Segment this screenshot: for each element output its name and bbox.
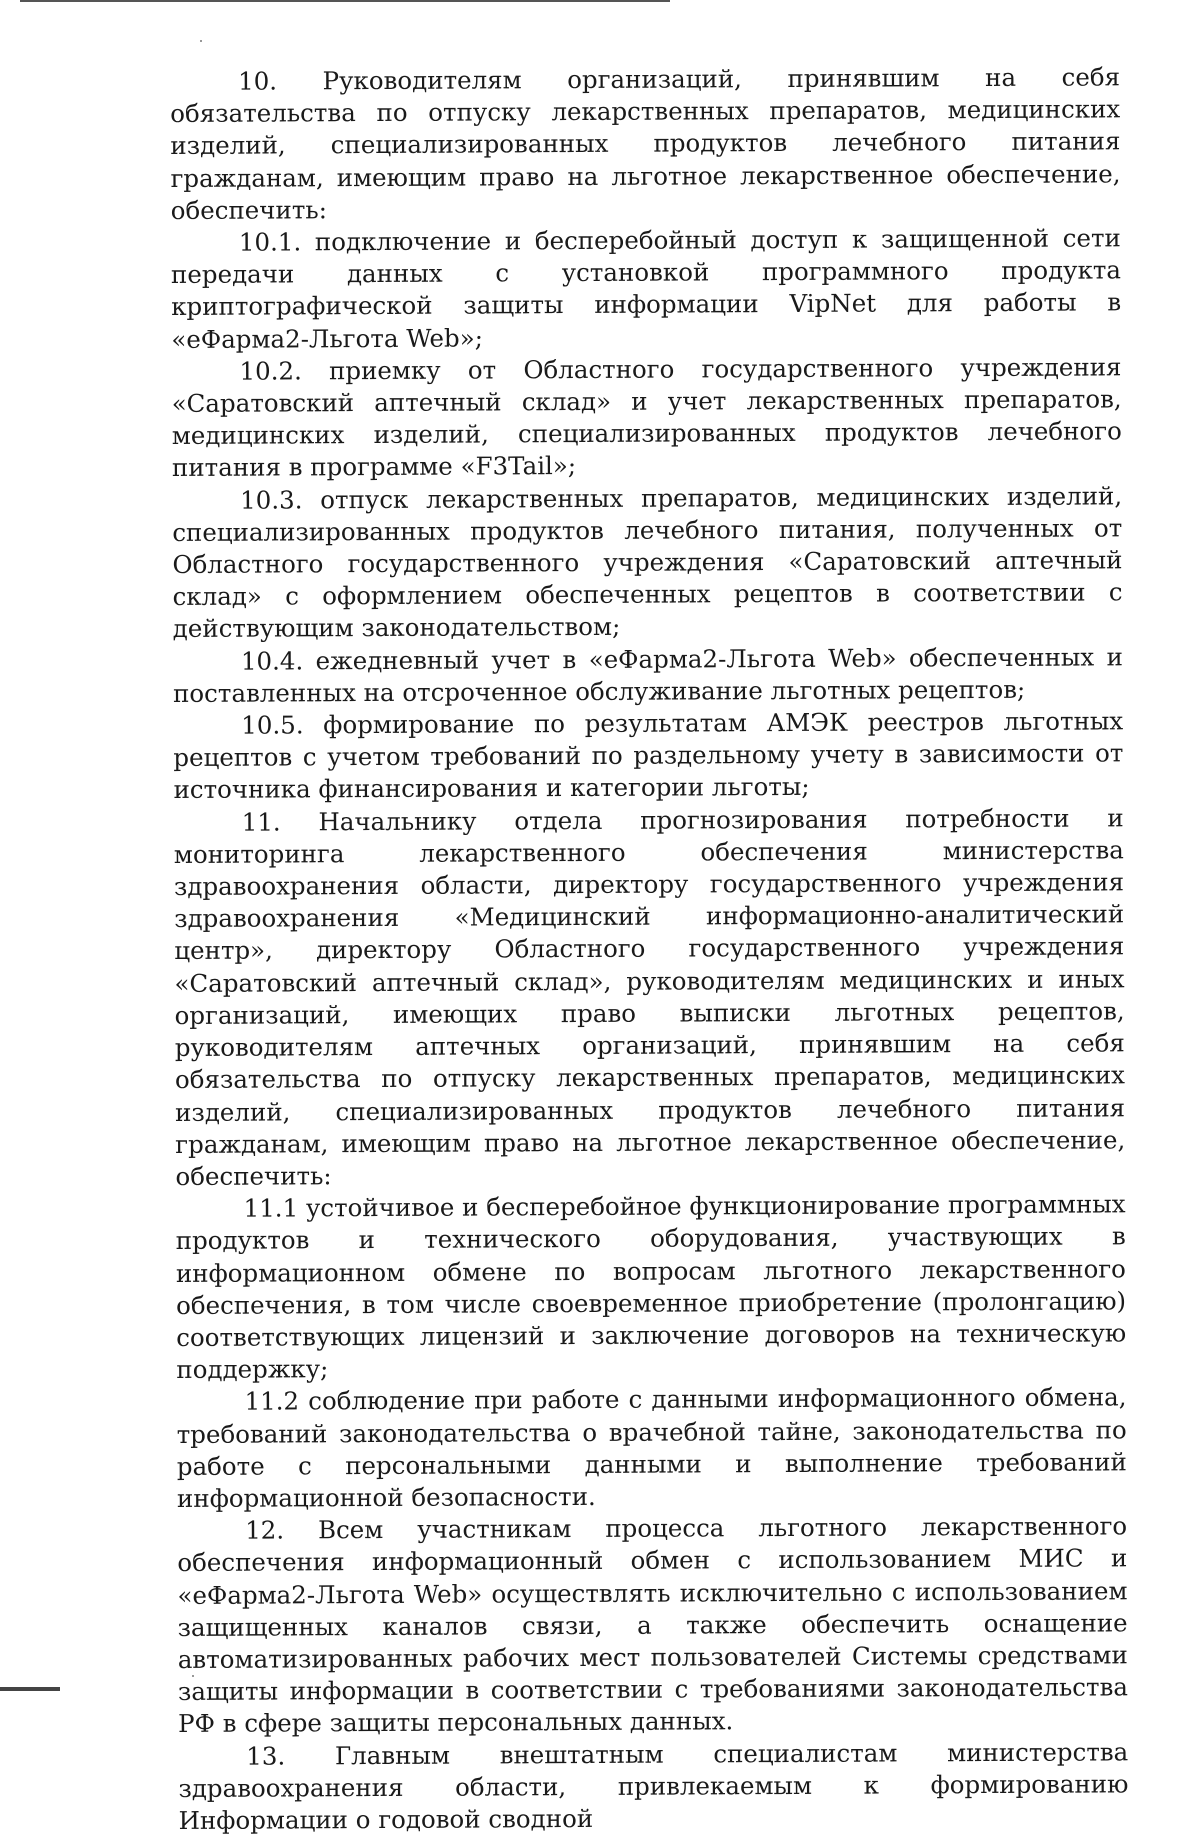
scan-speck bbox=[200, 40, 202, 42]
paragraph-10-3: 10.3. отпуск лекарственных препаратов, медицинских изделий, специализированных продуктов лечебного питания, полученных от Областного государственного учреждения «Саратовский аптечный склад» с оформлением обеспеченных рецептов в соответствии с действующим законодательством; bbox=[172, 480, 1123, 644]
scan-bottom-mark bbox=[0, 1687, 60, 1691]
paragraph-11: 11. Начальнику отдела прогнозирования потребности и мониторинга лекарственного обеспечения министерства здравоохранения области, директору государственного учреждения здравоохранения «Медицинский информационно-аналитический центр», директору Областного государственного учреждения «Саратовский аптечный склад», руководителям медицинских и иных организаций, имеющих право выписки льготных рецептов, руководителям аптечных организаций, принявшим на себя обязательства по отпуску лекарственных препаратов, медицинских изделий, специализированных продуктов лечебного питания гражданам, имеющим право на льготное лекарственное обеспечение, обеспечить: bbox=[173, 803, 1126, 1191]
paragraph-11-2: 11.2 соблюдение при работе с данными информационного обмена, требований законодательства о врачебной тайне, законодательства по работе с персональными данными и выполнение требований информационной безопасности. bbox=[176, 1382, 1127, 1513]
paragraph-12: 12. Всем участникам процесса льготного лекарственного обеспечения информационный обмен с использованием МИС и «еФарма2-Льгота Web» осуществлять исключительно с использованием защищенных каналов связи, а также обеспечить оснащение автоматизированных рабочих мест пользователей Системы средствами защиты информации в соответствии с требованиями законодательства РФ в сфере защиты персональных данных. bbox=[177, 1511, 1129, 1739]
document-body bbox=[170, 61, 1129, 1837]
paragraph-10-5: 10.5. формирование по результатам АМЭК реестров льготных рецептов с учетом требований по раздельному учету в зависимости от источника финансирования и категории льготы; bbox=[173, 706, 1124, 805]
paragraph-10-4: 10.4. ежедневный учет в «еФарма2-Льгота Web» обеспеченных и поставленных на отсроченное обслуживание льготных рецептов; bbox=[172, 642, 1123, 708]
paragraph-10: 10. Руководителям организаций, принявшим на себя обязательства по отпуску лекарственных препаратов, медицинских изделий, специализированных продуктов лечебного питания гражданам, имеющим право на льготное лекарственное обеспечение, обеспечить: bbox=[170, 62, 1121, 225]
paragraph-11-1: 11.1 устойчивое и бесперебойное функционирование программных продуктов и технического оборудования, участвующих в информационном обмене по вопросам льготного лекарственного обеспечения, в том числе своевременное приобретение (пролонгацию) соответствующих лицензий и заключение договоров на техническую поддержку; bbox=[175, 1189, 1127, 1385]
paragraph-13: 13. Главным внештатным специалистам министерства здравоохранения области, привлекаемым к формированию Информации о годовой сводной bbox=[178, 1736, 1129, 1835]
paragraph-10-1: 10.1. подключение и бесперебойный доступ к защищенной сети передачи данных с установкой программного продукта криптографической защиты информации VipNet для работы в «еФарма2-Льгота Web»; bbox=[170, 223, 1122, 354]
scan-top-border bbox=[20, 0, 670, 2]
paragraph-10-2: 10.2. приемку от Областного государственного учреждения «Саратовский аптечный склад» и учет лекарственных препаратов, медицинских изделий, специализированных продуктов лечебного питания в программе «F3Tail»; bbox=[171, 352, 1122, 483]
